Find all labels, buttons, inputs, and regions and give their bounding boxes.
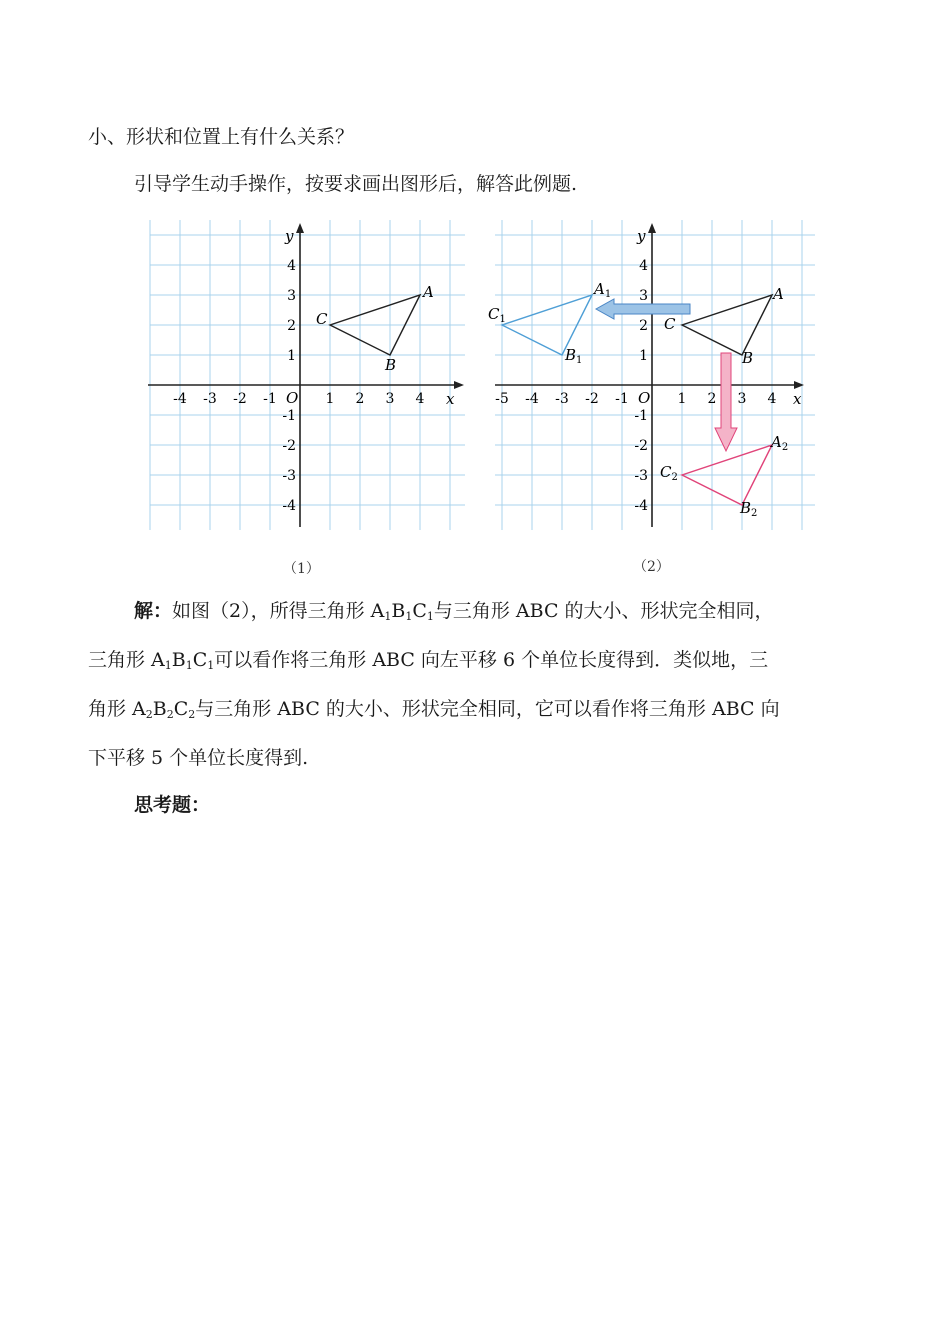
- figure-1-coordinate-grid: [140, 215, 470, 535]
- fig1-label-c: C: [316, 310, 328, 328]
- subscript: 1: [405, 610, 413, 623]
- fig1-grid: [150, 220, 465, 530]
- solution-text: 三角形 A: [88, 649, 165, 671]
- fig2-ytick: 3: [639, 288, 648, 304]
- fig2-label-c1: $C_1$: [488, 305, 506, 325]
- subscript: 2: [188, 708, 196, 721]
- solution-text: B: [171, 649, 186, 671]
- solution-line-4: [88, 745, 308, 771]
- subscript: 2: [166, 708, 174, 721]
- text-line-1: [88, 124, 354, 150]
- fig2-x-ticks: [495, 391, 776, 407]
- fig2-ytick: 1: [639, 348, 648, 364]
- fig1-ytick: -4: [282, 498, 296, 514]
- fig2-xtick: -5: [495, 391, 509, 407]
- fig1-xtick: -4: [173, 391, 187, 407]
- fig2-xtick: -4: [525, 391, 539, 407]
- fig2-origin-label: O: [638, 389, 651, 407]
- subscript: 1: [164, 659, 172, 672]
- fig1-ytick: 4: [287, 258, 296, 274]
- fig2-ytick: -1: [634, 408, 648, 424]
- fig1-ytick: -2: [282, 438, 296, 454]
- fig2-label-c: C: [664, 315, 676, 333]
- solution-line-3: [88, 696, 780, 722]
- fig2-xtick: 4: [767, 391, 777, 407]
- fig2-ytick: 4: [639, 258, 648, 274]
- fig2-xtick: 2: [707, 391, 717, 407]
- fig1-ytick: -1: [282, 408, 296, 424]
- fig2-xtick: -3: [555, 391, 569, 407]
- fig1-label-a: A: [423, 283, 434, 301]
- solution-text: 与三角形 ABC 的大小、形状完全相同，它可以看作将三角形 ABC 向: [195, 698, 780, 720]
- figure-2-caption: （2）: [633, 559, 670, 575]
- thinking-question-heading: [134, 792, 210, 818]
- fig1-x-axis-label: x: [446, 390, 455, 408]
- fig1-ytick: 2: [287, 318, 296, 334]
- fig1-origin-label: O: [286, 389, 299, 407]
- solution-text: C: [173, 698, 189, 720]
- fig2-x-axis-label: x: [793, 390, 802, 408]
- fig2-label-a: A: [773, 285, 784, 303]
- solution-text: B: [391, 600, 406, 622]
- fig2-label-b: B: [742, 349, 754, 367]
- fig1-xtick: 1: [325, 391, 335, 407]
- fig2-xtick: 3: [737, 391, 747, 407]
- solution-text: 角形 A: [88, 698, 146, 720]
- figure-2-coordinate-grid: [490, 215, 820, 535]
- solution-text: 与三角形 ABC 的大小、形状完全相同，: [433, 600, 774, 622]
- solution-text: 可以看作将三角形 ABC 向左平移 6 个单位长度得到．类似地，三: [214, 649, 769, 671]
- fig2-y-ticks: [634, 258, 651, 514]
- fig2-label-b2: $B_2$: [740, 499, 758, 519]
- fig1-ytick: -3: [282, 468, 296, 484]
- fig2-ytick: -2: [634, 438, 648, 454]
- subscript: 1: [207, 659, 215, 672]
- fig2-label-a1: $A_1$: [594, 280, 612, 300]
- subscript: 1: [426, 610, 434, 623]
- figure-1-caption: （1）: [283, 561, 320, 577]
- fig1-y-ticks: [282, 258, 299, 514]
- solution-text: C: [192, 649, 208, 671]
- fig2-xtick: -1: [615, 391, 629, 407]
- text-line-1-content: 小、形状和位置上有什么关系？: [88, 126, 355, 148]
- thinking-question-label: 思考题：: [134, 794, 211, 816]
- fig1-xtick: -3: [203, 391, 217, 407]
- fig1-xtick: 2: [355, 391, 365, 407]
- solution-text: C: [412, 600, 427, 622]
- solution-line-2: [88, 647, 768, 673]
- fig1-label-b: B: [385, 356, 397, 374]
- fig1-ytick: 3: [287, 288, 296, 304]
- fig2-ytick: -4: [634, 498, 648, 514]
- fig2-label-b1: $B_1$: [565, 346, 583, 366]
- fig1-xtick: -1: [263, 391, 277, 407]
- solution-text: 如图（2），所得三角形 A: [172, 600, 385, 622]
- fig2-xtick: 1: [677, 391, 687, 407]
- solution-heading: 解：: [134, 600, 173, 622]
- fig1-xtick: -2: [233, 391, 247, 407]
- fig2-label-c2: $C_2$: [660, 463, 678, 483]
- fig2-xtick: -2: [585, 391, 599, 407]
- fig1-axes: [148, 229, 458, 527]
- fig2-label-a2: $A_2$: [771, 433, 789, 453]
- down-translation-arrow: [715, 353, 737, 451]
- solution-text: 下平移 5 个单位长度得到.: [88, 747, 309, 769]
- fig1-x-ticks: [173, 391, 424, 407]
- fig2-y-arrow: [648, 223, 656, 233]
- subscript: 2: [145, 708, 153, 721]
- fig2-grid: [495, 220, 815, 530]
- fig1-x-arrow: [454, 381, 464, 389]
- fig2-ytick: 2: [639, 318, 648, 334]
- fig2-y-axis-label: y: [637, 227, 646, 245]
- fig1-xtick: 3: [385, 391, 395, 407]
- fig2-ytick: -3: [634, 468, 648, 484]
- text-line-2-content: 引导学生动手操作，按要求画出图形后，解答此例题.: [134, 173, 578, 195]
- text-line-2: [134, 171, 577, 197]
- fig1-ytick: 1: [287, 348, 296, 364]
- solution-text: B: [152, 698, 167, 720]
- solution-line-1: [134, 598, 774, 624]
- subscript: 1: [185, 659, 193, 672]
- fig1-y-axis-label: y: [285, 227, 294, 245]
- fig1-y-arrow: [296, 223, 304, 233]
- fig1-xtick: 4: [415, 391, 425, 407]
- subscript: 1: [384, 610, 392, 623]
